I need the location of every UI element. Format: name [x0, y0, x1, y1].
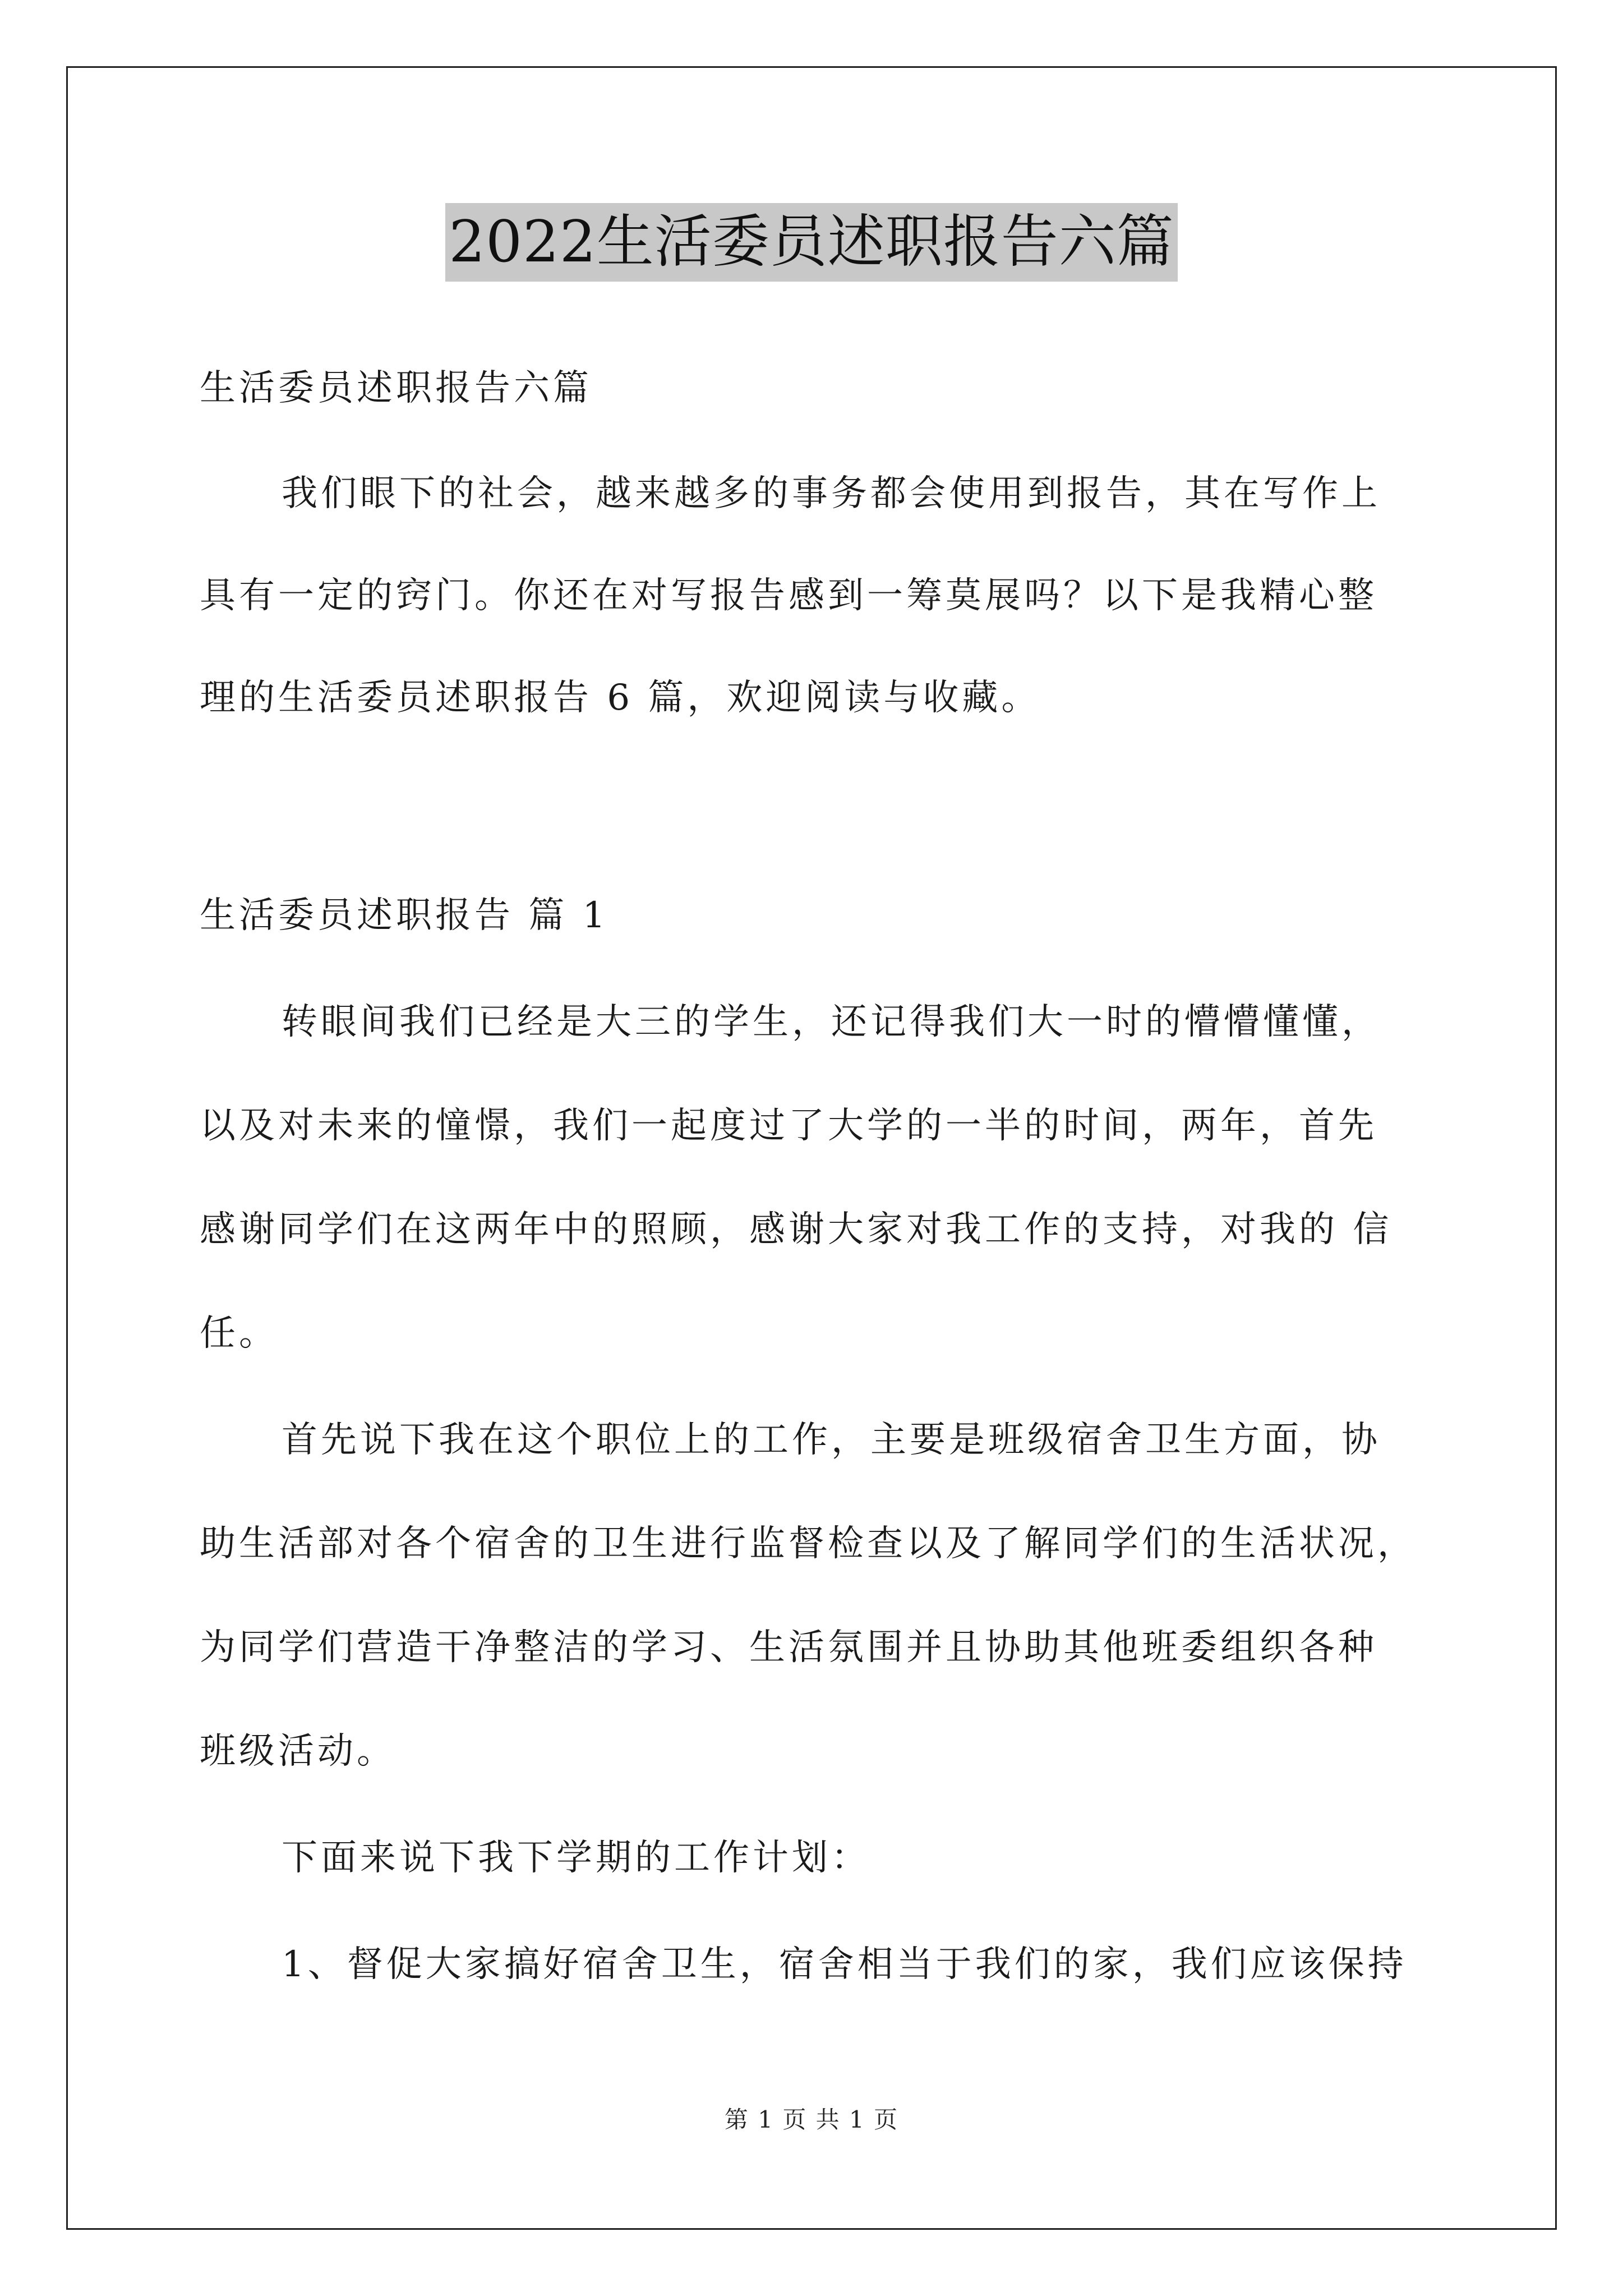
para2-line-4: 班级活动。: [200, 1731, 396, 1772]
subtitle: 生活委员述职报告六篇: [200, 367, 592, 409]
para3-line: 下面来说下我下学期的工作计划：: [282, 1837, 870, 1879]
para2-line-2: 助生活部对各个宿舍的卫生进行监督检查以及了解同学们的生活状况，: [200, 1523, 1417, 1565]
document-title: 2022生活委员述职报告六篇: [445, 203, 1178, 282]
page-footer: 第 1 页 共 1 页: [724, 2106, 899, 2133]
para4-line: 1、督促大家搞好宿舍卫生，宿舍相当于我们的家，我们应该保持: [282, 1944, 1407, 1985]
section-heading: 生活委员述职报告 篇 1: [200, 895, 609, 936]
para2-line-1: 首先说下我在这个职位上的工作，主要是班级宿舍卫生方面，协: [282, 1419, 1381, 1461]
intro-line-2: 具有一定的窍门。你还在对写报告感到一筹莫展吗？以下是我精心整: [200, 575, 1377, 616]
para1-line-3: 感谢同学们在这两年中的照顾，感谢大家对我工作的支持，对我的 信: [200, 1209, 1393, 1250]
para1-line-2: 以及对未来的憧憬，我们一起度过了大学的一半的时间，两年，首先: [200, 1105, 1377, 1147]
intro-line-1: 我们眼下的社会，越来越多的事务都会使用到报告，其在写作上: [282, 473, 1381, 514]
para1-line-4: 任。: [200, 1313, 278, 1354]
para2-line-3: 为同学们营造干净整洁的学习、生活氛围并且协助其他班委组织各种: [200, 1627, 1377, 1668]
intro-line-3: 理的生活委员述职报告 6 篇，欢迎阅读与收藏。: [200, 677, 1041, 719]
para1-line-1: 转眼间我们已经是大三的学生，还记得我们大一时的懵懵懂懂，: [282, 1001, 1381, 1043]
title-container: [0, 203, 1623, 282]
